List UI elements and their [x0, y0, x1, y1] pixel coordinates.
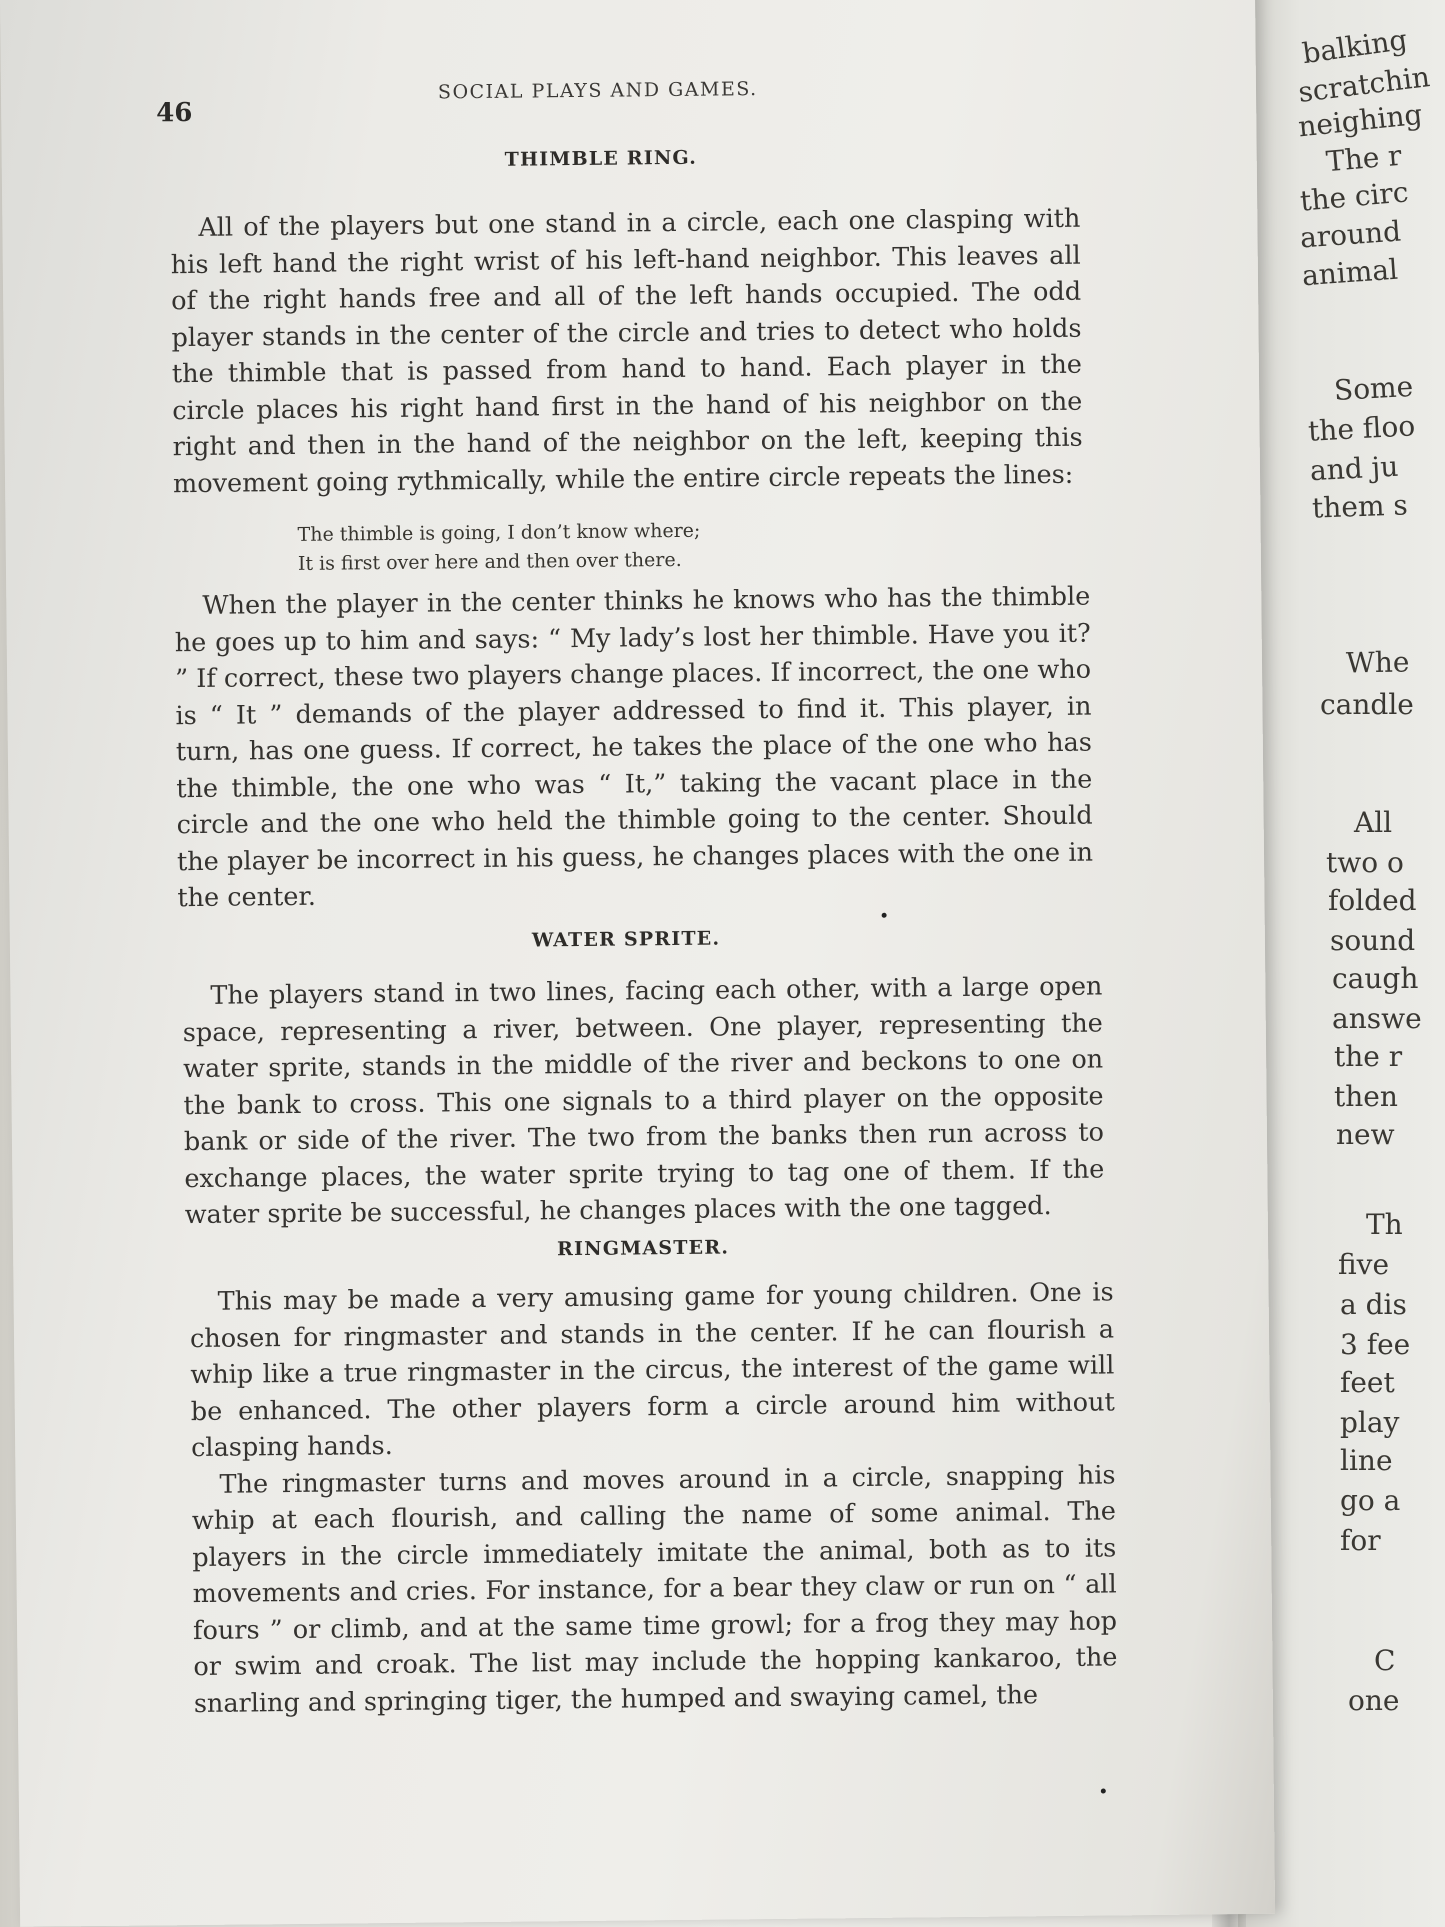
facing-line: and ju [1309, 449, 1400, 488]
verse-line: The thimble is going, I don’t know where; [297, 519, 701, 546]
facing-line: candle [1320, 688, 1414, 721]
facing-line: them s [1311, 488, 1409, 525]
ink-speck [1101, 1789, 1106, 1794]
paragraph: All of the players but one stand in a circle, each one clasping with his left hand the right wrist of his left-hand neighbor. This leaves all of the right hands free and all of the left hands occupied. The odd player stands in the center of the circle and tries to detect who holds the thimble that is passed from hand to hand. Each player in the circle places his right hand first in the hand of his neighbor on the right and then in the hand of the neighbor on the left, keeping this movement going rythmically, while the entire circle repeats the lines: [170, 203, 1083, 499]
facing-line: Whe [1345, 645, 1410, 680]
facing-line: two o [1326, 846, 1404, 879]
section-heading-thimble-ring: THIMBLE RING. [504, 146, 698, 171]
facing-line: sound [1330, 924, 1416, 957]
facing-line: balking [1300, 22, 1410, 71]
running-head: SOCIAL PLAYS AND GAMES. [437, 78, 758, 104]
facing-line: C [1374, 1644, 1396, 1677]
facing-line: new [1336, 1118, 1395, 1151]
facing-line: All [1354, 806, 1393, 839]
page-number: 46 [156, 97, 193, 129]
facing-line: the r [1334, 1040, 1403, 1073]
thimble-ring-text [170, 201, 1083, 503]
verse [297, 517, 700, 579]
facing-line: 3 fee [1340, 1328, 1411, 1361]
paragraph: This may be made a very amusing game for young children. One is chosen for ringmaster and stands in the center. If he can flourish a whip like a true ringmaster in the circus, the interest of the game will be enhanced. The other players form a circle around him without clasping hands. [189, 1277, 1115, 1464]
facing-line: line [1340, 1444, 1393, 1477]
facing-line: around [1298, 214, 1402, 255]
facing-line: then [1334, 1080, 1398, 1113]
section-heading-water-sprite: WATER SPRITE. [531, 927, 721, 952]
facing-line: caugh [1332, 962, 1419, 995]
facing-line: a dis [1340, 1288, 1407, 1321]
ink-speck [882, 913, 887, 918]
facing-line: Some [1333, 369, 1414, 408]
ringmaster-text [189, 1274, 1118, 1722]
facing-line: neighing [1296, 97, 1424, 144]
facing-line: Th [1366, 1208, 1403, 1241]
facing-line: animal [1300, 252, 1399, 293]
thimble-ring-text-continued [174, 579, 1093, 917]
facing-line: the circ [1298, 175, 1410, 218]
facing-line: folded [1328, 884, 1417, 917]
water-sprite-text [182, 969, 1105, 1234]
facing-line: scratchin [1296, 60, 1432, 109]
facing-line: feet [1340, 1366, 1395, 1399]
facing-line: for [1340, 1524, 1381, 1557]
facing-line: answe [1332, 1002, 1422, 1035]
facing-line: five [1338, 1248, 1390, 1281]
paragraph: The players stand in two lines, facing each other, with a large open space, representing a river, between. One player, representing the water sprite, stands in the middle of the river and beckons to one on the bank to cross. This one signals to a third player on the opposite bank or side of the river. The two from the banks then run across to exchange places, the water sprite trying to tag one of them. If the water sprite be successful, he changes places with the one tagged. [182, 971, 1105, 1231]
section-heading-ringmaster: RINGMASTER. [556, 1236, 730, 1261]
facing-line: go a [1340, 1484, 1401, 1517]
facing-line: the floo [1307, 409, 1416, 448]
facing-line: The r [1324, 138, 1403, 179]
paragraph: When the player in the center thinks he knows who has the thimble he goes up to him and says: “ My lady’s lost her thimble. Have you it? ” If correct, these two players change places. If incorrect, the one who is “ It ” demands of the player addressed to find it. This player, in turn, has one guess. If correct, he takes the place of the one who has the thimble, the one who was “ It,” taking the vacant place in the circle and the one who held the thimble going to the center. Should the player be incorrect in his guess, he changes places with the one in the center. [174, 581, 1094, 914]
facing-line: one [1348, 1684, 1400, 1717]
paragraph: The ringmaster turns and moves around in a circle, snapping his whip at each flourish, and calling the name of some animal. The players in the circle immediately imitate the animal, both as to its movements and cries. For instance, for a bear they claw or run on “ all fours ” or climb, and at the same time growl; for a frog they may hop or swim and croak. The list may include the hopping kankaroo, the snarling and springing tiger, the humped and swaying camel, the [191, 1459, 1118, 1719]
verse-line: It is first over here and then over there. [297, 548, 682, 575]
facing-line: play [1340, 1406, 1400, 1439]
